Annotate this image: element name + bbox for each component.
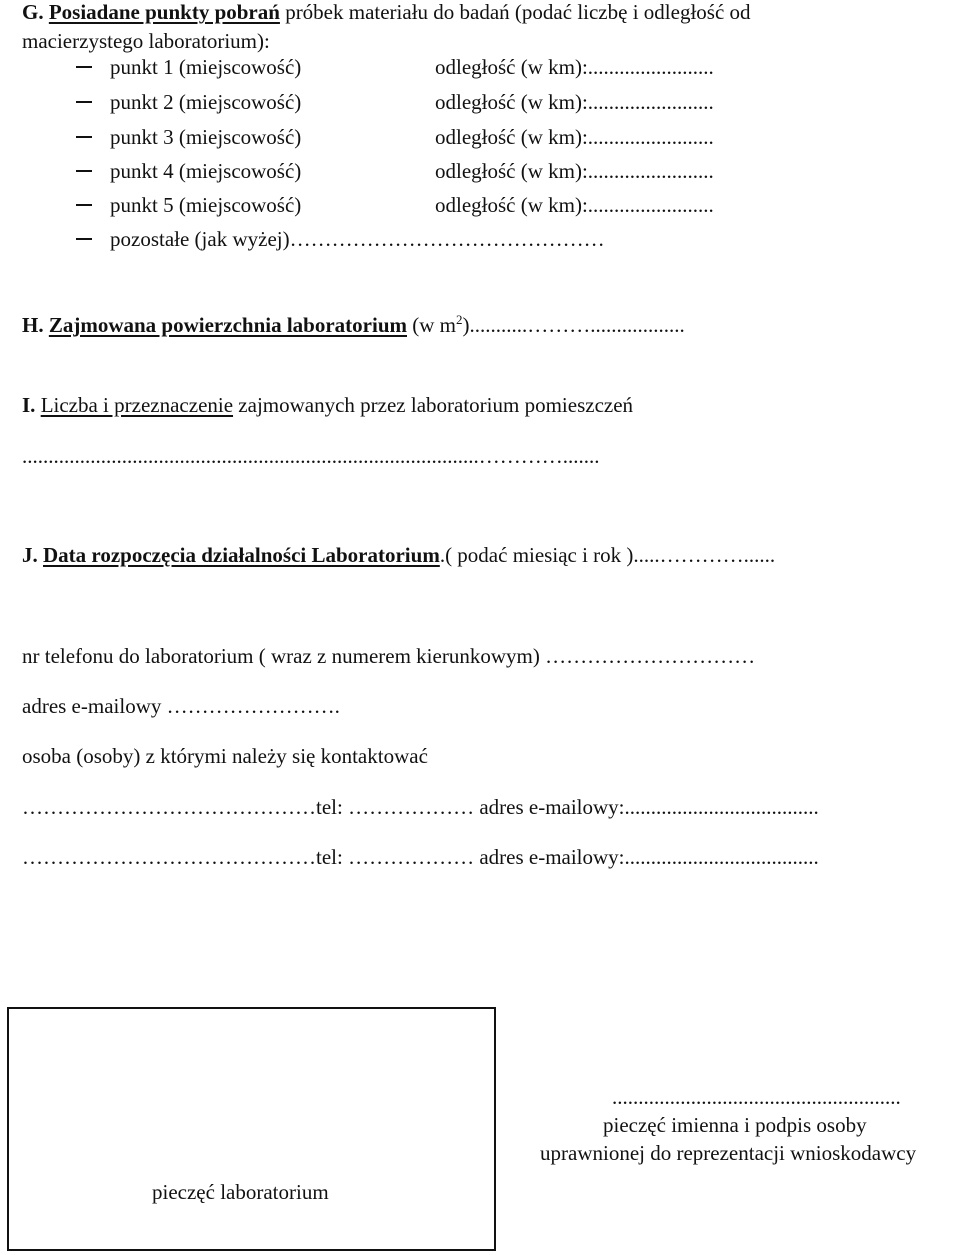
- dash-bullet-icon: [76, 136, 92, 138]
- collection-point-other: pozostałe (jak wyżej)………………………………………: [110, 227, 605, 251]
- section-j-letter: J.: [22, 543, 38, 567]
- section-h-unit: (w m: [412, 313, 456, 337]
- contact-persons-label: osoba (osoby) z którymi należy się kontaktować: [22, 744, 428, 768]
- section-i-field: .......................................................................................………….......: [22, 444, 600, 468]
- collection-point-label: punkt 4 (miejscowość): [110, 159, 302, 183]
- collection-point-distance: odległość (w km):........................: [435, 90, 714, 114]
- lab-stamp-label: pieczęć laboratorium: [152, 1180, 329, 1204]
- email-field: adres e-mailowy …………………….: [22, 694, 340, 718]
- dash-bullet-icon: [76, 238, 92, 240]
- section-g-description-line2: macierzystego laboratorium):: [22, 29, 270, 53]
- signature-label: pieczęć imienna i podpis osoby: [603, 1113, 867, 1137]
- section-g-heading: [22, 2, 751, 23]
- collection-point-distance: odległość (w km):........................: [435, 193, 714, 217]
- signature-label-line2: uprawnionej do reprezentacji wnioskodawcy: [540, 1141, 917, 1165]
- section-i: [22, 395, 633, 416]
- contact-person-row: ……………………………………tel: ……………… adres e-mailowy:.....................................: [22, 845, 819, 869]
- section-j: [22, 545, 775, 566]
- section-i-description: zajmowanych przez laboratorium pomieszczeń: [238, 393, 634, 417]
- collection-point-distance: odległość (w km):........................: [435, 159, 714, 183]
- dash-bullet-icon: [76, 204, 92, 206]
- collection-point-label: punkt 2 (miejscowość): [110, 90, 302, 114]
- section-h-title: Zajmowana powierzchnia laboratorium: [48, 313, 407, 337]
- contact-person-row: ……………………………………tel: ……………… adres e-mailowy:.....................................: [22, 795, 819, 819]
- section-i-letter: I.: [22, 393, 36, 417]
- dash-bullet-icon: [76, 101, 92, 103]
- section-j-title: Data rozpoczęcia działalności Laboratorium: [43, 543, 440, 567]
- phone-field: nr telefonu do laboratorium ( wraz z numerem kierunkowym) …………………………: [22, 644, 756, 668]
- section-h: [22, 312, 685, 337]
- section-g-description: próbek materiału do badań (podać liczbę i odległość od: [285, 0, 751, 24]
- section-h-unit-exponent: 2: [456, 312, 463, 327]
- section-j-field: .( podać miesiąc i rok ).....…………......: [439, 543, 776, 567]
- collection-point-distance: odległość (w km):........................: [435, 55, 714, 79]
- collection-point-label: punkt 5 (miejscowość): [110, 193, 302, 217]
- lab-stamp-box: [7, 1007, 496, 1251]
- section-g-letter: G.: [22, 0, 44, 24]
- section-h-letter: H.: [22, 313, 44, 337]
- collection-point-label: punkt 3 (miejscowość): [110, 125, 302, 149]
- signature-line: .......................................................: [612, 1085, 901, 1109]
- dash-bullet-icon: [76, 66, 92, 68]
- section-h-field: )...........………..................: [462, 313, 685, 337]
- dash-bullet-icon: [76, 170, 92, 172]
- collection-point-label: punkt 1 (miejscowość): [110, 55, 302, 79]
- section-i-title: Liczba i przeznaczenie: [40, 393, 234, 417]
- collection-point-distance: odległość (w km):........................: [435, 125, 714, 149]
- section-g-title: Posiadane punkty pobrań: [48, 0, 280, 24]
